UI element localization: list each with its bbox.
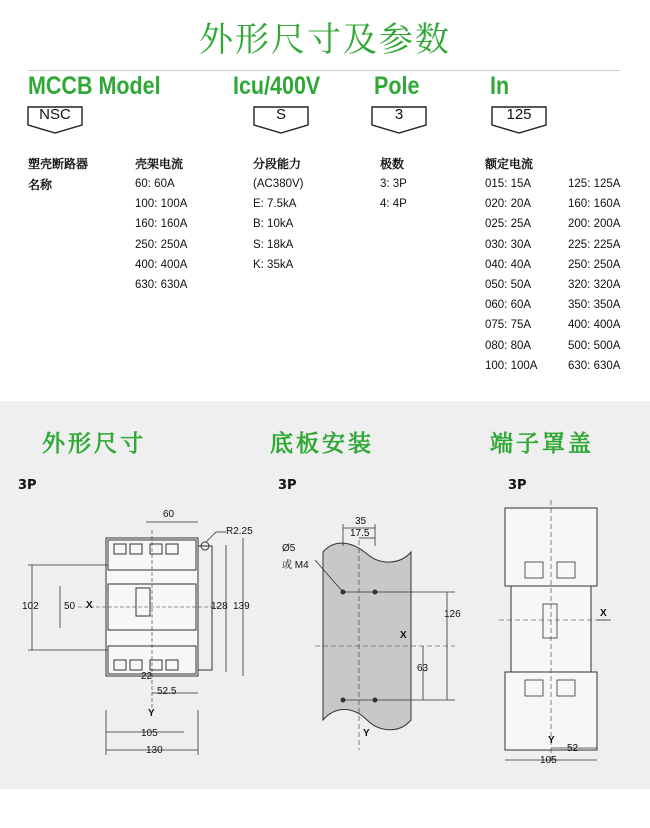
list-item: 630: 630A: [568, 359, 621, 372]
dim-102: 102: [22, 601, 39, 612]
dim-x: X: [400, 630, 407, 641]
list-item: 050: 50A: [485, 279, 532, 292]
list-item: 250: 250A: [135, 238, 188, 251]
name-heading: 塑壳断路器: [28, 157, 89, 171]
list-item: 015: 15A: [485, 178, 532, 190]
list-item: 160: 160A: [568, 198, 621, 211]
breaking-heading: 分段能力: [253, 157, 302, 171]
list-item: 020: 20A: [485, 198, 532, 211]
rated-heading: 额定电流: [485, 157, 534, 171]
dim-128: 128: [211, 601, 228, 612]
list-item: 100: 100A: [135, 198, 188, 211]
list-item: 500: 500A: [568, 339, 621, 352]
list-item: 025: 25A: [485, 218, 532, 231]
list-item: 030: 30A: [485, 238, 532, 251]
dim-50: 50: [64, 601, 76, 612]
list-item: 100: 100A: [485, 359, 538, 372]
list-item: 075: 75A: [485, 319, 532, 332]
list-item: S: 18kA: [253, 238, 294, 251]
dim-y: Y: [548, 735, 555, 746]
dim-screw: 或 M4: [282, 560, 309, 571]
list-item: 160: 160A: [135, 218, 188, 231]
code-icu: S: [275, 106, 286, 123]
list-item: B: 10kA: [253, 218, 294, 231]
list-item: 060: 60A: [485, 299, 532, 312]
cover-pole-label: 3P: [508, 478, 527, 493]
list-item: E: 7.5kA: [253, 198, 297, 211]
mccb-model-heading: MCCB Model: [28, 72, 161, 100]
code-in: 125: [506, 106, 532, 123]
cover-drawing: [495, 500, 630, 775]
list-item: K: 35kA: [253, 258, 294, 271]
code-pole: 3: [394, 106, 404, 123]
list-item: 4: 4P: [380, 198, 407, 211]
icu-heading: Icu/400V: [233, 72, 321, 100]
dim-105: 105: [141, 728, 158, 739]
frame-heading: 壳架电流: [135, 157, 184, 171]
mounting-drawing: [275, 510, 475, 775]
mounting-pole-label: 3P: [278, 478, 297, 493]
title-divider: [28, 70, 620, 71]
rated-list-left: [485, 174, 537, 376]
dim-y: Y: [363, 728, 370, 739]
list-item: (AC380V): [253, 178, 304, 190]
dim-35: 35: [355, 516, 367, 527]
dim-17-5: 17.5: [350, 528, 370, 539]
dim-x: X: [600, 608, 607, 619]
code-mccb: NSC: [39, 106, 71, 123]
code-box-arrows: [0, 105, 650, 137]
poles-heading: 极数: [380, 157, 405, 171]
list-item: 200: 200A: [568, 218, 621, 231]
frame-list: [135, 174, 187, 295]
dim-105: 105: [540, 755, 557, 766]
list-item: 400: 400A: [135, 258, 188, 271]
breaking-list: [253, 174, 304, 275]
mounting-title: 底板安装: [270, 431, 374, 457]
list-item: 225: 225A: [568, 238, 621, 251]
dim-22: 22: [141, 671, 153, 682]
pole-heading: Pole: [374, 72, 420, 100]
page-title: 外形尺寸及参数: [199, 20, 451, 60]
list-item: 350: 350A: [568, 299, 621, 312]
dim-130: 130: [146, 745, 163, 756]
list-item: 320: 320A: [568, 279, 621, 292]
list-item: 250: 250A: [568, 258, 621, 271]
dim-y: Y: [148, 708, 155, 719]
list-item: 60: 60A: [135, 178, 175, 190]
dim-63: 63: [417, 663, 429, 674]
dim-139: 139: [233, 601, 250, 612]
list-item: 400: 400A: [568, 319, 621, 332]
dim-52-5: 52.5: [157, 686, 177, 697]
in-heading: In: [490, 72, 510, 100]
rated-list-right: [568, 174, 620, 376]
outline-title: 外形尺寸: [42, 431, 146, 457]
dim-x: X: [86, 600, 93, 611]
list-item: 040: 40A: [485, 258, 532, 271]
list-item: 125: 125A: [568, 178, 621, 190]
dim-r2-25: R2.25: [226, 526, 253, 537]
outline-pole-label: 3P: [18, 478, 37, 493]
cover-title: 端子罩盖: [490, 431, 594, 457]
dim-hole: Ø5: [282, 543, 296, 554]
list-item: 080: 80A: [485, 339, 532, 352]
dim-60: 60: [163, 509, 175, 520]
name-subheading: 名称: [28, 178, 53, 192]
list-item: 630: 630A: [135, 279, 188, 292]
dim-52: 52: [567, 743, 579, 754]
poles-list: [380, 174, 407, 214]
dim-126: 126: [444, 609, 461, 620]
list-item: 3: 3P: [380, 178, 407, 190]
